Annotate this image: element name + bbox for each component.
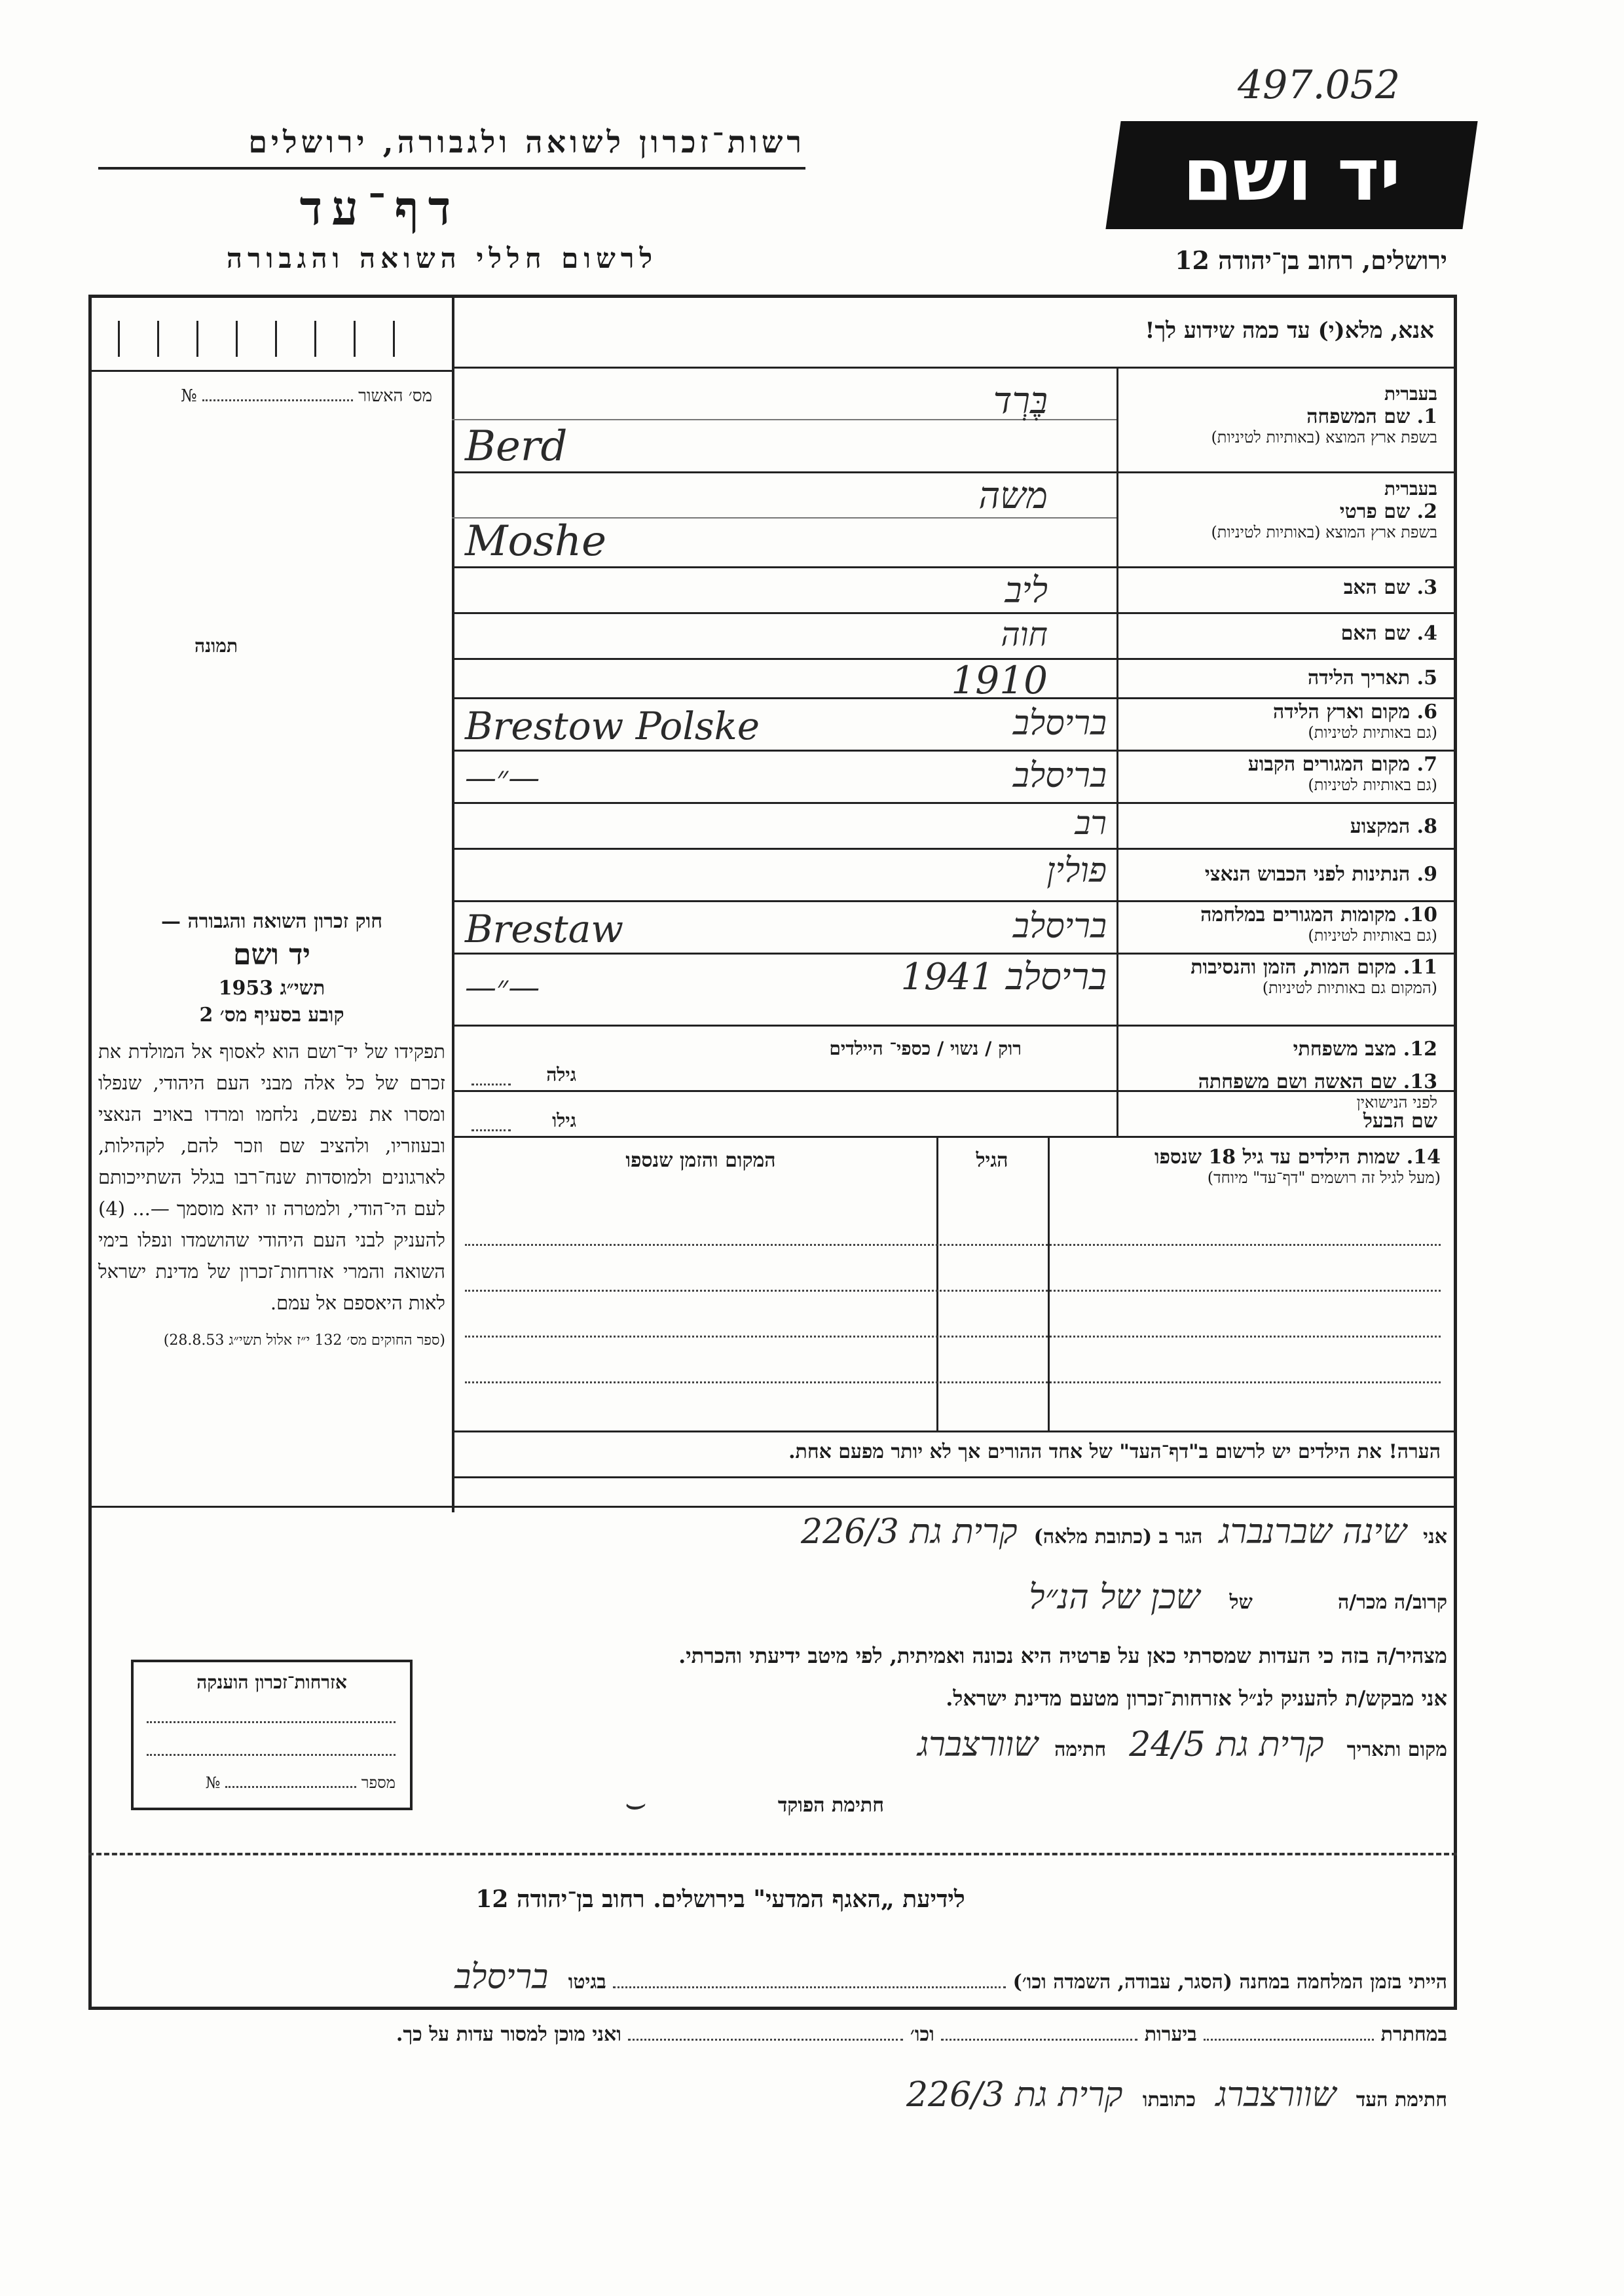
f5-num: 5. [1416,666,1437,689]
f6-sub: (גם באותיות לטיניות) [1308,723,1437,742]
f6-value-latin[interactable]: Brestow Polske [465,704,760,748]
etc-label: וכו׳ [910,2023,934,2046]
law-body: תפקידו של יד־ושם הוא לאסוף אל המולדת את זכרם של כל אלה מבני העם היהודי, שנפלו ומסרו את נפשם, נלחמו ומרדו באויב הנאצי ובעוזריו, ולהציב שם וזכר להם, לקהילות, לארגונים ולמוסדות שנח־רבו בגלל השתייכותם לעם הי־הודי, ולמטרה זו יהא מוסמך —... (4) להעניק לבני העם היהודי שהושמדו ונפלו בימי השואה והמרי אזרחות־זכרון של מדינת ישראל לאות היאספם אל עמם. [98,1040,445,1314]
witness-line [458,2075,1447,2115]
i-label: אני [1423,1525,1447,1548]
f10-sub: (גם באותיות לטיניות) [1308,926,1437,945]
f2-sub: בשפת ארץ המוצא (באותיות לטיניות) [1211,523,1437,541]
f2-hebrew-tag: בעברית [1384,478,1437,500]
f8-label: המקצוע [1350,815,1411,838]
ready-text: ואני מוכן למסור עדות על כך. [396,2023,621,2046]
f11-value-latin[interactable]: —״— [465,969,540,1006]
logo-text: יד ושם [1182,133,1401,217]
f9-label: הנתינות לפני הכבוש הנאצי [1204,863,1411,886]
f11-sub: (המקום גם באותיות לטיניות) [1262,979,1437,997]
f10-label: מקומות המגורים במלחמה [1200,903,1397,926]
citizenship-title: אזרחות־זכרון הוענקה [196,1671,347,1693]
f9-num: 9. [1416,863,1437,886]
f4-num: 4. [1416,622,1437,645]
f5-value[interactable]: 1910 [951,658,1048,702]
f2-num: 2. [1416,500,1437,523]
f7-num: 7. [1416,753,1437,776]
underground-label: במחתרת [1380,2023,1447,2046]
field-7-label-block [1123,753,1437,795]
signature-value[interactable]: שוורצברג [917,1725,1039,1764]
approval-row [111,386,432,406]
f13-label: שם האשה ושם משפחתה [1198,1070,1397,1093]
field-3-label [1123,576,1437,599]
law-name: יד ושם [233,938,310,972]
husband-label: שם הבעל [1363,1110,1437,1133]
witness-address-label: כתובתו [1142,2088,1196,2111]
camp-line [105,1958,1447,1997]
of-label: של [1229,1591,1253,1614]
f8-value[interactable]: רב [1075,804,1107,842]
signature-label: חתימה [1054,1738,1107,1761]
forests-label: ביערות [1144,2023,1197,2046]
husband-age-label: גילו [552,1110,576,1131]
address-line: ירושלים, רחוב בן־יהודה 12 [1175,246,1447,275]
officer-label: חתימת הפוקד [777,1794,884,1817]
field-4-label [1123,622,1437,645]
f1-value-hebrew[interactable]: בֶּרְד [993,380,1048,422]
f7-sub: (גם באותיות לטיניות) [1308,776,1437,794]
f1-num: 1. [1416,405,1437,428]
field-12-label [1123,1038,1437,1061]
f3-num: 3. [1416,576,1437,599]
residing-label: הגר ב (כתובת מלאה) [1033,1525,1203,1548]
f14-col-place: המקום והזמן שנספו [625,1149,776,1172]
f4-label: שם האם [1340,622,1411,645]
f2-value-latin[interactable]: Moshe [465,517,606,566]
law-year: תשי״ג 1953 [218,977,325,1000]
f1-hebrew-tag: בעברית [1384,383,1437,405]
f2-label: שם פרטי [1339,500,1411,523]
f11-value-hebrew[interactable]: בריסלב 1941 [900,956,1107,998]
field-6-label-block [1123,701,1437,742]
place-date-value[interactable]: קרית גת 24/5 [1129,1725,1324,1764]
archive-number: 497.052 [1238,62,1401,108]
f7-value-hebrew[interactable]: בריסלב [1012,756,1107,795]
underground-line [105,2023,1447,2046]
citizenship-box [131,1660,413,1810]
officer-mark: ⌣ [622,1784,645,1823]
approval-label: מס׳ האשור [358,386,432,406]
field-13-label-block [1123,1070,1437,1112]
f6-num: 6. [1416,701,1437,723]
f11-num: 11. [1403,956,1437,979]
f10-value-hebrew[interactable]: בריסלב [1012,907,1107,946]
authority-name: רשות־זכרון לשואה ולגבורה, ירושלים [248,124,805,160]
law-clause: קובע בסעיף מס׳ 2 [199,1004,344,1027]
witness-sig-value[interactable]: שוורצברג [1215,2075,1337,2115]
ghetto-value[interactable]: בריסלב [454,1958,549,1997]
f1-value-latin[interactable]: Berd [465,422,568,471]
request: אני מבקש/ת להעניק לנ״ל אזרחות־זכרון מטעם מדינת ישראל. [946,1686,1447,1711]
f6-value-hebrew[interactable]: בריסלב [1012,704,1107,743]
relation-value[interactable]: שכן של הנ״ל [1029,1578,1200,1617]
declarant-address[interactable]: קרית גת 226/3 [801,1512,1018,1552]
note: הערה! את הילדים יש לרשום ב"דף־העד" של אחד ההורים אך לא יותר מפעם אחת. [788,1440,1441,1463]
f12-num: 12. [1403,1038,1437,1061]
f7-label: מקום המגורים הקבוע [1247,753,1411,776]
relative-label: קרוב/ה מכר/ה [1338,1591,1447,1614]
field-9-label [1123,863,1437,886]
approval-no: № [180,386,197,406]
field-10-label-block [1123,903,1437,945]
citizenship-no: № [205,1774,221,1792]
f14-sub: (מעל לגיל זה רושמים "דף־עד" מיוחד) [1207,1169,1441,1187]
declaration-row-2 [105,1578,1447,1637]
f11-label: מקום המות, הזמן והנסיבות [1190,956,1397,979]
instruction: אנא, מלא(י) עד כמה שידוע לך! [1145,318,1434,344]
form-subtitle: לרשום חללי השואה והגבורה [226,242,658,274]
law-box [98,910,445,1349]
photo-label: תמונה [194,635,238,657]
f14-label: שמות הילדים עד גיל 18 שנספו [1154,1146,1400,1169]
field-14-label-block [1054,1146,1441,1188]
f1-sub: בשפת ארץ המוצא (באותיות לטיניות) [1211,428,1437,446]
f8-num: 8. [1416,815,1437,838]
camp-text: הייתי בזמן המלחמה במחנה (הסגר, עבודה, השמדה וכו׳) [1012,1971,1447,1994]
f13-sub: לפני הנישואין [1356,1093,1437,1112]
f2-value-hebrew[interactable]: משה [978,475,1048,517]
f4-value[interactable]: חוה [1001,615,1048,653]
cut-line [88,1853,1457,1855]
citizenship-number-row [147,1774,396,1793]
declaration-row-1 [105,1512,1447,1578]
f10-value-latin[interactable]: Brestaw [465,907,623,951]
citizenship-number-label: מספר [361,1774,396,1792]
top-ticks [118,321,432,360]
field-5-label [1123,666,1437,689]
declaration-row-sign [458,1725,1447,1784]
bottom-title: לידיעת „האגף המדעי" בירושלים. רחוב בן־יהודה 12 [475,1886,965,1913]
f7-value-latin[interactable]: —״— [465,759,540,796]
f10-num: 10. [1403,903,1437,926]
witness-address-value[interactable]: קרית גת 226/3 [906,2075,1123,2115]
declarant-name[interactable]: שינה שברנברג [1219,1512,1407,1552]
f3-label: שם האב [1343,576,1411,599]
f13-num: 13. [1403,1070,1437,1093]
law-source: (ספר החוקים מס׳ 132 י״ז אלול תשי״ג 28.8.53) [163,1332,445,1349]
f12-options[interactable]: רוק / נשוי / כספי־ היילדים [829,1038,1022,1059]
f13-age-label: גילה [546,1064,576,1085]
witness-sig-label: חתימת העד [1356,2088,1447,2111]
form-title: דף־עד [299,180,460,236]
statement: מצהיר/ה בזה כי העדות שמסרתי כאן על פרטיה היא נכונה ואמיתית, לפי מיטב ידיעתי והכרתי. [678,1643,1447,1668]
f5-label: תאריך הלידה [1308,666,1411,689]
field-11-label-block [1123,956,1437,998]
f9-value[interactable]: פולין [1046,851,1107,890]
place-date-label: מקום ותאריך [1346,1738,1447,1761]
f12-label: מצב משפחתי [1293,1038,1397,1061]
yad-vashem-logo [1105,121,1477,229]
field-1-label-block [1123,383,1437,447]
law-title: חוק זכרון השואה והגבורה — [161,910,382,933]
f1-label: שם המשפחה [1306,405,1411,428]
f3-value[interactable]: ליב [1005,570,1048,611]
field-2-label-block [1123,478,1437,542]
f14-num: 14. [1406,1146,1441,1169]
f14-col-age: הגיל [976,1149,1008,1172]
field-8-label [1123,815,1437,838]
ghetto-label: בגיטו [568,1971,606,1994]
f6-label: מקום וארץ הלידה [1272,701,1411,723]
